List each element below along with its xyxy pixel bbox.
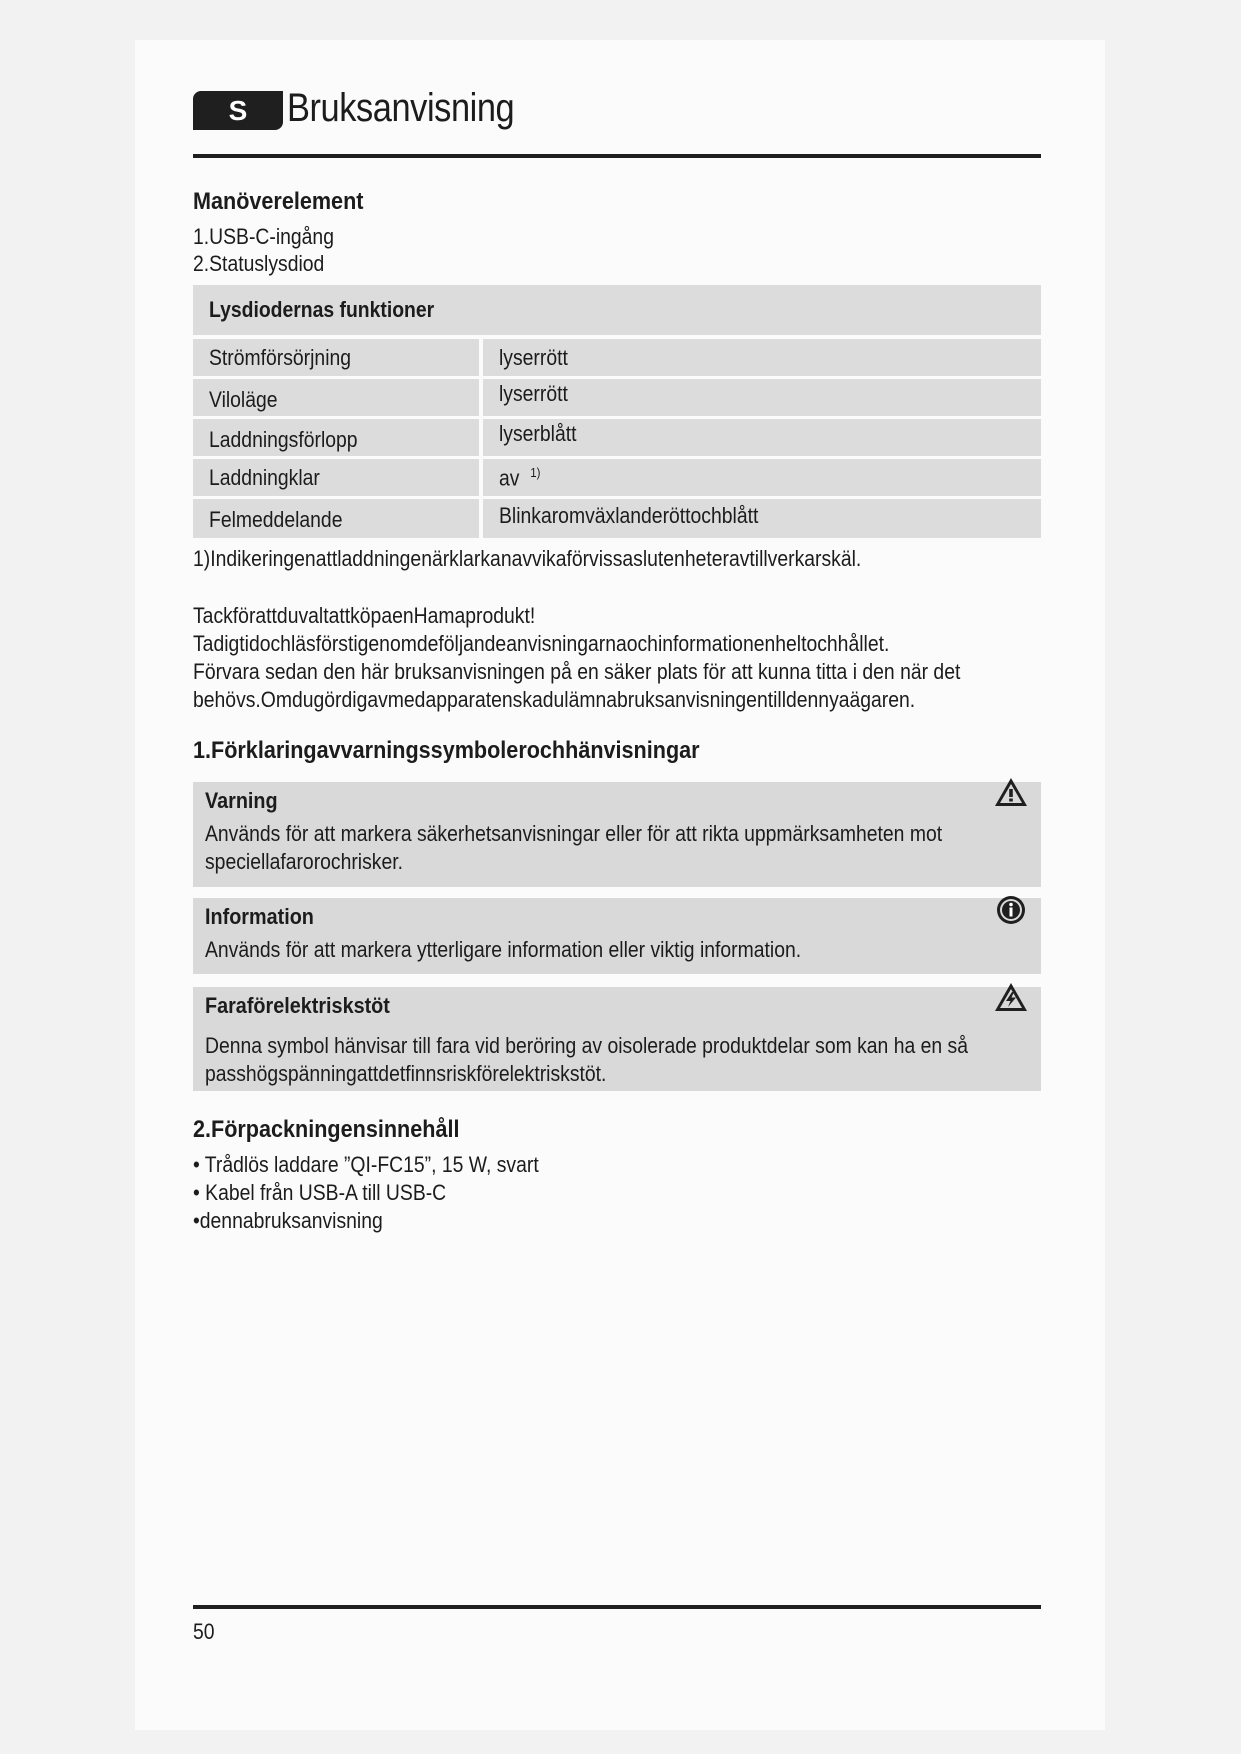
electric-shock-box	[193, 987, 1041, 1091]
section2-heading: 2.Förpackningensinnehåll	[193, 1116, 460, 1143]
info-circle-icon	[993, 894, 1029, 926]
language-tag: S	[193, 91, 283, 130]
intro-line: Tadigtidochläsförstigenomdeföljandeanvisningarnaochinformationenheltochhållet.	[193, 631, 890, 656]
info-text-line: Används för att markera ytterligare information eller viktig information.	[205, 937, 802, 962]
warning-triangle-icon	[993, 776, 1029, 808]
table-row-value-cell: Blinkaromväxlanderöttochblått	[483, 499, 1041, 538]
footer-rule	[193, 1605, 1041, 1609]
electric-shock-text-line: Denna symbol hänvisar till fara vid beröring av oisolerade produktdelar som kan ha en så	[205, 1033, 968, 1058]
list-item: • Trådlös laddare ”QI-FC15”, 15 W, svart	[193, 1152, 539, 1177]
table-row-label-cell: Strömförsörjning	[193, 339, 479, 376]
table-row-label-cell: Laddningklar	[193, 459, 479, 496]
table-row-label-cell: Felmeddelande	[193, 499, 479, 538]
info-title: Information	[205, 904, 314, 929]
electric-shock-triangle-icon	[993, 981, 1029, 1013]
header-rule	[193, 154, 1041, 158]
table-row-value-cell: lyserrött	[483, 379, 1041, 416]
electric-shock-text-line: passhögspänningattdetfinnsriskförelektriskstöt.	[205, 1061, 607, 1086]
warning-title: Varning	[205, 788, 278, 813]
page-number: 50	[193, 1619, 215, 1644]
warning-box	[193, 782, 1041, 887]
intro-line: TackförattduvaltattköpaenHamaprodukt!	[193, 603, 536, 628]
table-row-value-cell: lyserblått	[483, 419, 1041, 456]
controls-heading: Manöverelement	[193, 188, 364, 215]
table-row-value-cell	[483, 459, 1041, 496]
table-row-label-cell: Laddningsförlopp	[193, 419, 479, 456]
intro-line: Förvara sedan den här bruksanvisningen på en säker plats för att kunna titta i den när det	[193, 659, 961, 684]
intro-line: behövs.Omdugördigavmedapparatenskadulämnabruksanvisningentilldennyaägaren.	[193, 687, 916, 712]
table-row-label-cell: Viloläge	[193, 379, 479, 416]
table-row-value-cell: lyserrött	[483, 339, 1041, 376]
footnote-marker: 1)	[530, 465, 541, 480]
control-item: 1.USB-C-ingång	[193, 224, 334, 249]
info-box	[193, 898, 1041, 974]
control-item: 2.Statuslysdiod	[193, 251, 325, 276]
list-item: • Kabel från USB-A till USB-C	[193, 1180, 447, 1205]
warning-text-line: Används för att markera säkerhetsanvisningar eller för att rikta uppmärksamheten mot	[205, 821, 943, 846]
led-table-header	[193, 285, 1041, 335]
electric-shock-title: Faraförelektriskstöt	[205, 993, 390, 1018]
section1-heading: 1.Förklaringavvarningssymbolerochhänvisningar	[193, 737, 700, 764]
list-item: •dennabruksanvisning	[193, 1208, 383, 1233]
warning-text-line: speciellafarorochrisker.	[205, 849, 403, 874]
led-table-title: Lysdiodernas funktioner	[209, 297, 435, 322]
charged-value: av	[499, 465, 520, 491]
table-footnote: 1)Indikeringenattladdningenärklarkanavvikaförvissaslutenheteravtillverkarskäl.	[193, 546, 862, 571]
document-title: Bruksanvisning	[287, 86, 515, 130]
